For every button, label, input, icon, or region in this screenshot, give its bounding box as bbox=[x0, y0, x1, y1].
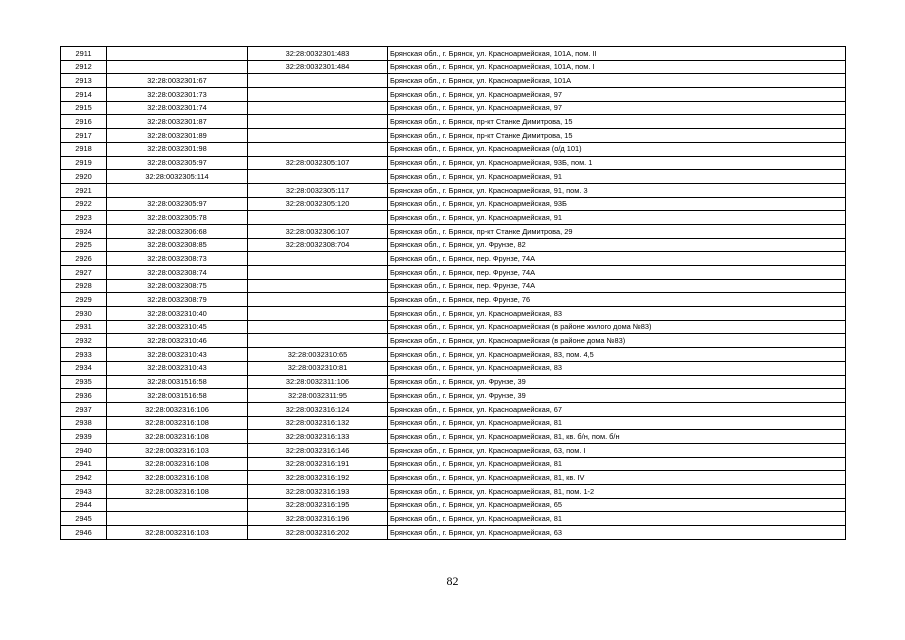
address-cell: Брянская обл., г. Брянск, ул. Красноармейская, 91, пом. 3 bbox=[388, 183, 846, 197]
address-cell: Брянская обл., г. Брянск, ул. Красноармейская, 93Б bbox=[388, 197, 846, 211]
address-cell: Брянская обл., г. Брянск, ул. Красноармейская (о/д 101) bbox=[388, 142, 846, 156]
table-row bbox=[61, 471, 846, 485]
table-row bbox=[61, 389, 846, 403]
cadastral-number-cell bbox=[248, 266, 388, 280]
cadastral-number-cell: 32:28:0032308:73 bbox=[107, 252, 248, 266]
address-cell: Брянская обл., г. Брянск, ул. Красноармейская, 91 bbox=[388, 170, 846, 184]
table-row bbox=[61, 156, 846, 170]
cadastral-number-cell: 32:28:0032310:43 bbox=[107, 361, 248, 375]
table-row bbox=[61, 307, 846, 321]
row-number-cell: 2923 bbox=[61, 211, 107, 225]
cadastral-number-cell: 32:28:0032301:74 bbox=[107, 101, 248, 115]
cadastral-number-cell: 32:28:0032308:85 bbox=[107, 238, 248, 252]
cadastral-number-cell bbox=[248, 74, 388, 88]
address-cell: Брянская обл., г. Брянск, пер. Фрунзе, 76 bbox=[388, 293, 846, 307]
table-row bbox=[61, 485, 846, 499]
cadastral-number-cell bbox=[248, 279, 388, 293]
table-row bbox=[61, 430, 846, 444]
table-row bbox=[61, 457, 846, 471]
row-number-cell: 2911 bbox=[61, 47, 107, 61]
cadastral-number-cell: 32:28:0032316:132 bbox=[248, 416, 388, 430]
cadastral-number-cell bbox=[107, 60, 248, 74]
table-row bbox=[61, 361, 846, 375]
row-number-cell: 2926 bbox=[61, 252, 107, 266]
cadastral-number-cell: 32:28:0032311:95 bbox=[248, 389, 388, 403]
address-cell: Брянская обл., г. Брянск, ул. Красноармейская, 65 bbox=[388, 498, 846, 512]
cadastral-number-cell: 32:28:0032316:106 bbox=[107, 402, 248, 416]
cadastral-number-cell: 32:28:0032308:74 bbox=[107, 266, 248, 280]
cadastral-number-cell bbox=[248, 170, 388, 184]
cadastral-number-cell: 32:28:0032316:108 bbox=[107, 457, 248, 471]
cadastral-number-cell: 32:28:0032316:195 bbox=[248, 498, 388, 512]
address-cell: Брянская обл., г. Брянск, ул. Красноармейская (в районе дома №83) bbox=[388, 334, 846, 348]
table-row bbox=[61, 170, 846, 184]
row-number-cell: 2941 bbox=[61, 457, 107, 471]
cadastral-number-cell: 32:28:0032305:120 bbox=[248, 197, 388, 211]
table-row bbox=[61, 416, 846, 430]
address-cell: Брянская обл., г. Брянск, ул. Красноармейская, 91 bbox=[388, 211, 846, 225]
row-number-cell: 2919 bbox=[61, 156, 107, 170]
cadastral-number-cell: 32:28:0032316:103 bbox=[107, 526, 248, 540]
address-cell: Брянская обл., г. Брянск, ул. Красноармейская, 63, пом. I bbox=[388, 443, 846, 457]
address-cell: Брянская обл., г. Брянск, ул. Красноармейская, 81 bbox=[388, 457, 846, 471]
cadastral-number-cell bbox=[248, 211, 388, 225]
row-number-cell: 2932 bbox=[61, 334, 107, 348]
table-row bbox=[61, 293, 846, 307]
address-cell: Брянская обл., г. Брянск, ул. Красноармейская, 93Б, пом. 1 bbox=[388, 156, 846, 170]
cadastral-number-cell: 32:28:0032316:108 bbox=[107, 471, 248, 485]
table-row bbox=[61, 129, 846, 143]
table-row bbox=[61, 47, 846, 61]
row-number-cell: 2917 bbox=[61, 129, 107, 143]
address-cell: Брянская обл., г. Брянск, ул. Красноармейская, 101А, пом. I bbox=[388, 60, 846, 74]
address-cell: Брянская обл., г. Брянск, пер. Фрунзе, 74А bbox=[388, 252, 846, 266]
address-cell: Брянская обл., г. Брянск, ул. Красноармейская, 101А bbox=[388, 74, 846, 88]
row-number-cell: 2944 bbox=[61, 498, 107, 512]
address-cell: Брянская обл., г. Брянск, ул. Фрунзе, 82 bbox=[388, 238, 846, 252]
row-number-cell: 2946 bbox=[61, 526, 107, 540]
cadastral-number-cell: 32:28:0032305:97 bbox=[107, 156, 248, 170]
address-cell: Брянская обл., г. Брянск, ул. Красноармейская, 81 bbox=[388, 416, 846, 430]
cadastral-number-cell: 32:28:0032316:192 bbox=[248, 471, 388, 485]
cadastral-number-cell: 32:28:0032301:484 bbox=[248, 60, 388, 74]
cadastral-number-cell bbox=[248, 252, 388, 266]
cadastral-number-cell bbox=[107, 512, 248, 526]
cadastral-number-cell: 32:28:0032301:67 bbox=[107, 74, 248, 88]
row-number-cell: 2921 bbox=[61, 183, 107, 197]
address-cell: Брянская обл., г. Брянск, пр-кт Станке Димитрова, 15 bbox=[388, 115, 846, 129]
address-cell: Брянская обл., г. Брянск, пр-кт Станке Димитрова, 29 bbox=[388, 224, 846, 238]
cadastral-number-cell: 32:28:0032301:89 bbox=[107, 129, 248, 143]
row-number-cell: 2912 bbox=[61, 60, 107, 74]
row-number-cell: 2929 bbox=[61, 293, 107, 307]
row-number-cell: 2925 bbox=[61, 238, 107, 252]
cadastral-number-cell: 32:28:0032308:75 bbox=[107, 279, 248, 293]
address-cell: Брянская обл., г. Брянск, ул. Красноармейская, 97 bbox=[388, 101, 846, 115]
cadastral-number-cell bbox=[248, 320, 388, 334]
cadastral-number-cell: 32:28:0032305:107 bbox=[248, 156, 388, 170]
cadastral-number-cell: 32:28:0032316:108 bbox=[107, 416, 248, 430]
table-row bbox=[61, 115, 846, 129]
table-row bbox=[61, 266, 846, 280]
property-registry-table bbox=[60, 46, 846, 540]
row-number-cell: 2940 bbox=[61, 443, 107, 457]
row-number-cell: 2914 bbox=[61, 88, 107, 102]
address-cell: Брянская обл., г. Брянск, ул. Красноармейская, 67 bbox=[388, 402, 846, 416]
address-cell: Брянская обл., г. Брянск, ул. Красноармейская, 81, кв. IV bbox=[388, 471, 846, 485]
table-row bbox=[61, 334, 846, 348]
row-number-cell: 2931 bbox=[61, 320, 107, 334]
row-number-cell: 2916 bbox=[61, 115, 107, 129]
row-number-cell: 2918 bbox=[61, 142, 107, 156]
row-number-cell: 2939 bbox=[61, 430, 107, 444]
table-row bbox=[61, 348, 846, 362]
table-row bbox=[61, 498, 846, 512]
cadastral-number-cell: 32:28:0032311:106 bbox=[248, 375, 388, 389]
address-cell: Брянская обл., г. Брянск, ул. Красноармейская, 81 bbox=[388, 512, 846, 526]
address-cell: Брянская обл., г. Брянск, ул. Красноармейская, 81, пом. 1-2 bbox=[388, 485, 846, 499]
address-cell: Брянская обл., г. Брянск, пр-кт Станке Димитрова, 15 bbox=[388, 129, 846, 143]
table-row bbox=[61, 74, 846, 88]
cadastral-number-cell: 32:28:0032305:78 bbox=[107, 211, 248, 225]
address-cell: Брянская обл., г. Брянск, ул. Красноармейская, 63 bbox=[388, 526, 846, 540]
row-number-cell: 2913 bbox=[61, 74, 107, 88]
address-cell: Брянская обл., г. Брянск, ул. Красноармейская (в районе жилого дома №83) bbox=[388, 320, 846, 334]
address-cell: Брянская обл., г. Брянск, ул. Красноармейская, 81, кв. б/н, пом. б/н bbox=[388, 430, 846, 444]
table-row bbox=[61, 279, 846, 293]
row-number-cell: 2945 bbox=[61, 512, 107, 526]
cadastral-number-cell bbox=[248, 129, 388, 143]
cadastral-number-cell: 32:28:0032316:202 bbox=[248, 526, 388, 540]
cadastral-number-cell: 32:28:0032316:193 bbox=[248, 485, 388, 499]
table-row bbox=[61, 526, 846, 540]
registry-table-body bbox=[61, 47, 846, 540]
cadastral-number-cell: 32:28:0031516:58 bbox=[107, 389, 248, 403]
cadastral-number-cell: 32:28:0032306:68 bbox=[107, 224, 248, 238]
cadastral-number-cell: 32:28:0032306:107 bbox=[248, 224, 388, 238]
table-row bbox=[61, 252, 846, 266]
cadastral-number-cell: 32:28:0032301:483 bbox=[248, 47, 388, 61]
cadastral-number-cell: 32:28:0032310:65 bbox=[248, 348, 388, 362]
cadastral-number-cell: 32:28:0032316:146 bbox=[248, 443, 388, 457]
address-cell: Брянская обл., г. Брянск, пер. Фрунзе, 74А bbox=[388, 266, 846, 280]
address-cell: Брянская обл., г. Брянск, ул. Красноармейская, 83 bbox=[388, 361, 846, 375]
cadastral-number-cell bbox=[107, 183, 248, 197]
row-number-cell: 2943 bbox=[61, 485, 107, 499]
cadastral-number-cell: 32:28:0032301:87 bbox=[107, 115, 248, 129]
cadastral-number-cell: 32:28:0031516:58 bbox=[107, 375, 248, 389]
cadastral-number-cell: 32:28:0032310:43 bbox=[107, 348, 248, 362]
row-number-cell: 2934 bbox=[61, 361, 107, 375]
row-number-cell: 2937 bbox=[61, 402, 107, 416]
cadastral-number-cell: 32:28:0032316:196 bbox=[248, 512, 388, 526]
cadastral-number-cell bbox=[107, 498, 248, 512]
cadastral-number-cell: 32:28:0032305:117 bbox=[248, 183, 388, 197]
address-cell: Брянская обл., г. Брянск, пер. Фрунзе, 74А bbox=[388, 279, 846, 293]
address-cell: Брянская обл., г. Брянск, ул. Красноармейская, 83, пом. 4,5 bbox=[388, 348, 846, 362]
table-row bbox=[61, 183, 846, 197]
address-cell: Брянская обл., г. Брянск, ул. Фрунзе, 39 bbox=[388, 375, 846, 389]
cadastral-number-cell bbox=[248, 88, 388, 102]
cadastral-number-cell bbox=[248, 307, 388, 321]
cadastral-number-cell: 32:28:0032310:40 bbox=[107, 307, 248, 321]
table-row bbox=[61, 443, 846, 457]
address-cell: Брянская обл., г. Брянск, ул. Красноармейская, 101А, пом. II bbox=[388, 47, 846, 61]
cadastral-number-cell: 32:28:0032310:81 bbox=[248, 361, 388, 375]
cadastral-number-cell: 32:28:0032308:79 bbox=[107, 293, 248, 307]
table-row bbox=[61, 320, 846, 334]
table-row bbox=[61, 197, 846, 211]
table-row bbox=[61, 88, 846, 102]
row-number-cell: 2936 bbox=[61, 389, 107, 403]
cadastral-number-cell bbox=[248, 293, 388, 307]
table-row bbox=[61, 211, 846, 225]
address-cell: Брянская обл., г. Брянск, ул. Красноармейская, 97 bbox=[388, 88, 846, 102]
cadastral-number-cell bbox=[248, 115, 388, 129]
page-number: 82 bbox=[446, 574, 459, 588]
cadastral-number-cell: 32:28:0032301:98 bbox=[107, 142, 248, 156]
cadastral-number-cell: 32:28:0032310:45 bbox=[107, 320, 248, 334]
row-number-cell: 2933 bbox=[61, 348, 107, 362]
cadastral-number-cell: 32:28:0032305:114 bbox=[107, 170, 248, 184]
cadastral-number-cell: 32:28:0032316:124 bbox=[248, 402, 388, 416]
row-number-cell: 2915 bbox=[61, 101, 107, 115]
address-cell: Брянская обл., г. Брянск, ул. Фрунзе, 39 bbox=[388, 389, 846, 403]
table-row bbox=[61, 402, 846, 416]
row-number-cell: 2928 bbox=[61, 279, 107, 293]
table-row bbox=[61, 101, 846, 115]
cadastral-number-cell: 32:28:0032316:133 bbox=[248, 430, 388, 444]
cadastral-number-cell: 32:28:0032308:704 bbox=[248, 238, 388, 252]
row-number-cell: 2935 bbox=[61, 375, 107, 389]
row-number-cell: 2930 bbox=[61, 307, 107, 321]
cadastral-number-cell: 32:28:0032316:103 bbox=[107, 443, 248, 457]
table-row bbox=[61, 238, 846, 252]
cadastral-number-cell: 32:28:0032310:46 bbox=[107, 334, 248, 348]
table-row bbox=[61, 375, 846, 389]
cadastral-number-cell: 32:28:0032305:97 bbox=[107, 197, 248, 211]
row-number-cell: 2942 bbox=[61, 471, 107, 485]
cadastral-number-cell bbox=[107, 47, 248, 61]
cadastral-number-cell: 32:28:0032301:73 bbox=[107, 88, 248, 102]
row-number-cell: 2938 bbox=[61, 416, 107, 430]
address-cell: Брянская обл., г. Брянск, ул. Красноармейская, 83 bbox=[388, 307, 846, 321]
cadastral-number-cell: 32:28:0032316:191 bbox=[248, 457, 388, 471]
table-row bbox=[61, 60, 846, 74]
cadastral-number-cell bbox=[248, 334, 388, 348]
table-row bbox=[61, 512, 846, 526]
row-number-cell: 2924 bbox=[61, 224, 107, 238]
cadastral-number-cell: 32:28:0032316:108 bbox=[107, 430, 248, 444]
row-number-cell: 2922 bbox=[61, 197, 107, 211]
table-row bbox=[61, 142, 846, 156]
row-number-cell: 2927 bbox=[61, 266, 107, 280]
cadastral-number-cell bbox=[248, 101, 388, 115]
cadastral-number-cell bbox=[248, 142, 388, 156]
cadastral-number-cell: 32:28:0032316:108 bbox=[107, 485, 248, 499]
table-row bbox=[61, 224, 846, 238]
row-number-cell: 2920 bbox=[61, 170, 107, 184]
